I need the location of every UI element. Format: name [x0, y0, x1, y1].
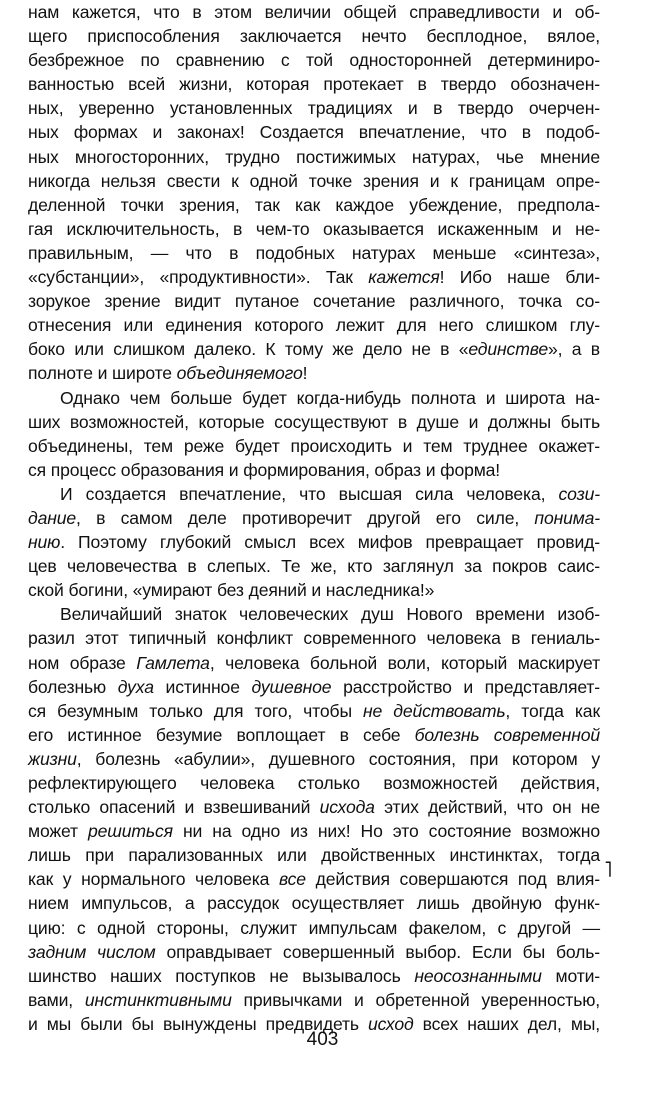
text-segment: полноте и широте [28, 363, 177, 384]
italic-text: исход [367, 1013, 414, 1034]
text-line [28, 795, 600, 819]
margin-mark: ˥ [604, 857, 613, 882]
text-segment: ных многосторонних, трудно постижимых натурах, чье мнение [28, 146, 600, 167]
text-line [28, 964, 600, 988]
text-segment: всех наших дел, мы, [413, 1013, 601, 1034]
italic-text: Гамлета [136, 652, 210, 673]
text-line [28, 554, 600, 578]
page-number: 403 [306, 1029, 339, 1050]
text-segment: ных формах и законах! Создается впечатление, что в подоб- [28, 122, 600, 143]
italic-text: понима- [534, 507, 600, 528]
text-segment: И создается впечатление, что высшая сила человека, [60, 483, 559, 504]
text-segment: «субстанции», «продуктивности». Так [28, 267, 369, 288]
text-segment: действия совершаются под влия- [305, 869, 601, 890]
text-segment: моти- [541, 965, 601, 986]
text-line [28, 361, 600, 385]
text-segment: правильным, — что в подобных натурах меньше «синтеза», [28, 242, 600, 263]
italic-text: нию [28, 532, 61, 553]
text-segment: истинное [153, 676, 252, 697]
text-line [28, 482, 600, 506]
text-segment: ни на одно из них! Но это состояние возможно [172, 821, 600, 842]
text-segment: отнесения или единения которого лежит для него слишком глу- [28, 315, 600, 336]
text-segment: вами, [28, 989, 85, 1010]
text-line [28, 458, 600, 482]
text-segment: этих действий, что он не [374, 797, 600, 818]
text-segment: ся безумным только для того, чтобы [28, 700, 364, 721]
italic-text: сози- [558, 483, 600, 504]
text-line [28, 723, 600, 747]
text-segment: привычками и обретенной уверенностью, [231, 989, 600, 1010]
text-segment: нам кажется, что в этом величии общей справедливости и об- [28, 2, 600, 22]
text-line [28, 0, 600, 24]
text-segment: ской богини, «умирают без деяний и наследника!» [28, 580, 435, 601]
text-line [28, 675, 600, 699]
text-segment: никогда нельзя свести к одной точке зрения и к границам опре- [28, 170, 600, 191]
text-segment: ся процесс образования и формирования, образ и форма! [28, 459, 501, 480]
text-line [28, 626, 600, 650]
text-segment: нием импульсов, а рассудок осуществляет лишь двойную функ- [28, 893, 600, 914]
text-segment: щего приспособления заключается нечто бесплодное, вялое, [28, 26, 600, 47]
text-segment: цию: с одной стороны, служит импульсам факелом, с другой — [28, 917, 600, 938]
italic-text: духа [117, 676, 154, 697]
text-segment: деленной точки зрения, так как каждое убеждение, предпола- [28, 194, 600, 215]
text-line [28, 217, 600, 241]
text-line [28, 241, 600, 265]
italic-text: задним числом [28, 941, 156, 962]
text-segment: гая исключительность, в чем-то оказывается искаженным и не- [28, 218, 600, 239]
text-segment: и мы были бы вынуждены предвидеть [28, 1013, 368, 1034]
text-line [28, 578, 600, 602]
text-segment: болезнью [28, 676, 118, 697]
italic-text: все [278, 869, 306, 890]
text-line [28, 386, 600, 410]
text-line [28, 410, 600, 434]
text-segment: его истинное безумие воплощает в себе [28, 724, 415, 745]
italic-text: инстинктивными [84, 989, 232, 1010]
page-body-text [28, 0, 600, 1036]
text-segment: , тогда как [505, 700, 600, 721]
text-line [28, 72, 600, 96]
text-line [28, 602, 600, 626]
text-segment: , человека больной воли, который маскирует [209, 652, 600, 673]
italic-text: исхода [319, 797, 375, 818]
text-line [28, 24, 600, 48]
text-segment: цев человечества в слепых. Те же, кто заглянул за покров саис- [28, 556, 600, 577]
text-segment: , болезнь «абулии», душевного состояния, при котором у [76, 748, 600, 769]
text-line [28, 819, 600, 843]
text-segment: », а в [548, 339, 600, 360]
text-segment: безбрежное по сравнению с той односторонней детерминиро- [28, 50, 600, 71]
italic-text: дание [28, 507, 77, 528]
text-segment: столько опасений и взвешиваний [28, 797, 320, 818]
italic-text: душевное [251, 676, 332, 697]
text-segment: как у нормального человека [28, 869, 279, 890]
italic-text: не действовать [363, 700, 506, 721]
text-segment: оправдывает совершенный выбор. Если бы боль- [155, 941, 600, 962]
text-line [28, 145, 600, 169]
text-line [28, 916, 600, 940]
text-segment: ших возможностей, которые сосуществуют в душе и должны быть [28, 411, 600, 432]
text-line [28, 867, 600, 891]
text-segment: , в самом деле противоречит другой его силе, [76, 507, 535, 528]
text-segment: расстройство и представляет- [331, 676, 601, 697]
italic-text: неосознанными [414, 965, 542, 986]
text-line [28, 313, 600, 337]
text-line [28, 434, 600, 458]
text-segment: ных, уверенно установленных традициях и в твердо очерчен- [28, 98, 600, 119]
text-segment: лишь при парализованных или двойственных инстинктах, тогда [28, 845, 600, 866]
text-line [28, 771, 600, 795]
text-segment: может [28, 821, 89, 842]
text-segment: шинство наших поступков не вызывалось [28, 965, 415, 986]
text-line [28, 169, 600, 193]
text-line [28, 891, 600, 915]
text-line [28, 120, 600, 144]
text-line [28, 699, 600, 723]
text-segment: разил этот типичный конфликт современного человека в гениаль- [28, 628, 600, 649]
text-segment: рефлектирующего человека столько возможностей действия, [28, 773, 600, 793]
text-line [28, 265, 600, 289]
text-line [28, 506, 600, 530]
text-segment: ном образе [28, 652, 137, 673]
text-segment: Величайший знаток человеческих душ Нового времени изоб- [60, 604, 600, 625]
text-segment: объединены, тем реже будет происходить и тем труднее окажет- [28, 435, 600, 456]
italic-text: кажется [368, 267, 440, 288]
text-segment: зорукое зрение видит путаное сочетание различного, точка со- [28, 291, 600, 312]
italic-text: болезнь современной [414, 724, 600, 745]
text-line [28, 747, 600, 771]
text-segment: . Поэтому глубокий смысл всех мифов превращает провид- [60, 532, 600, 553]
text-line [28, 530, 600, 554]
text-line [28, 988, 600, 1012]
text-line [28, 193, 600, 217]
text-segment: боко или слишком далеко. К тому же дело не в « [28, 339, 469, 360]
text-line [28, 289, 600, 313]
book-page [28, 0, 600, 1097]
text-segment: ! [302, 363, 308, 384]
text-line [28, 96, 600, 120]
italic-text: жизни [28, 748, 77, 769]
text-line [28, 48, 600, 72]
italic-text: решиться [88, 821, 173, 842]
text-segment: Однако чем больше будет когда-нибудь полнота и широта на- [60, 387, 600, 408]
text-segment: ванностью всей жизни, которая протекает в твердо обозначен- [28, 74, 600, 95]
text-segment: ! Ибо наше бли- [439, 267, 601, 288]
text-line [28, 337, 600, 361]
text-line [28, 843, 600, 867]
text-line [28, 651, 600, 675]
text-line [28, 940, 600, 964]
italic-text: единстве [468, 339, 548, 360]
italic-text: объединяемого [176, 363, 303, 384]
